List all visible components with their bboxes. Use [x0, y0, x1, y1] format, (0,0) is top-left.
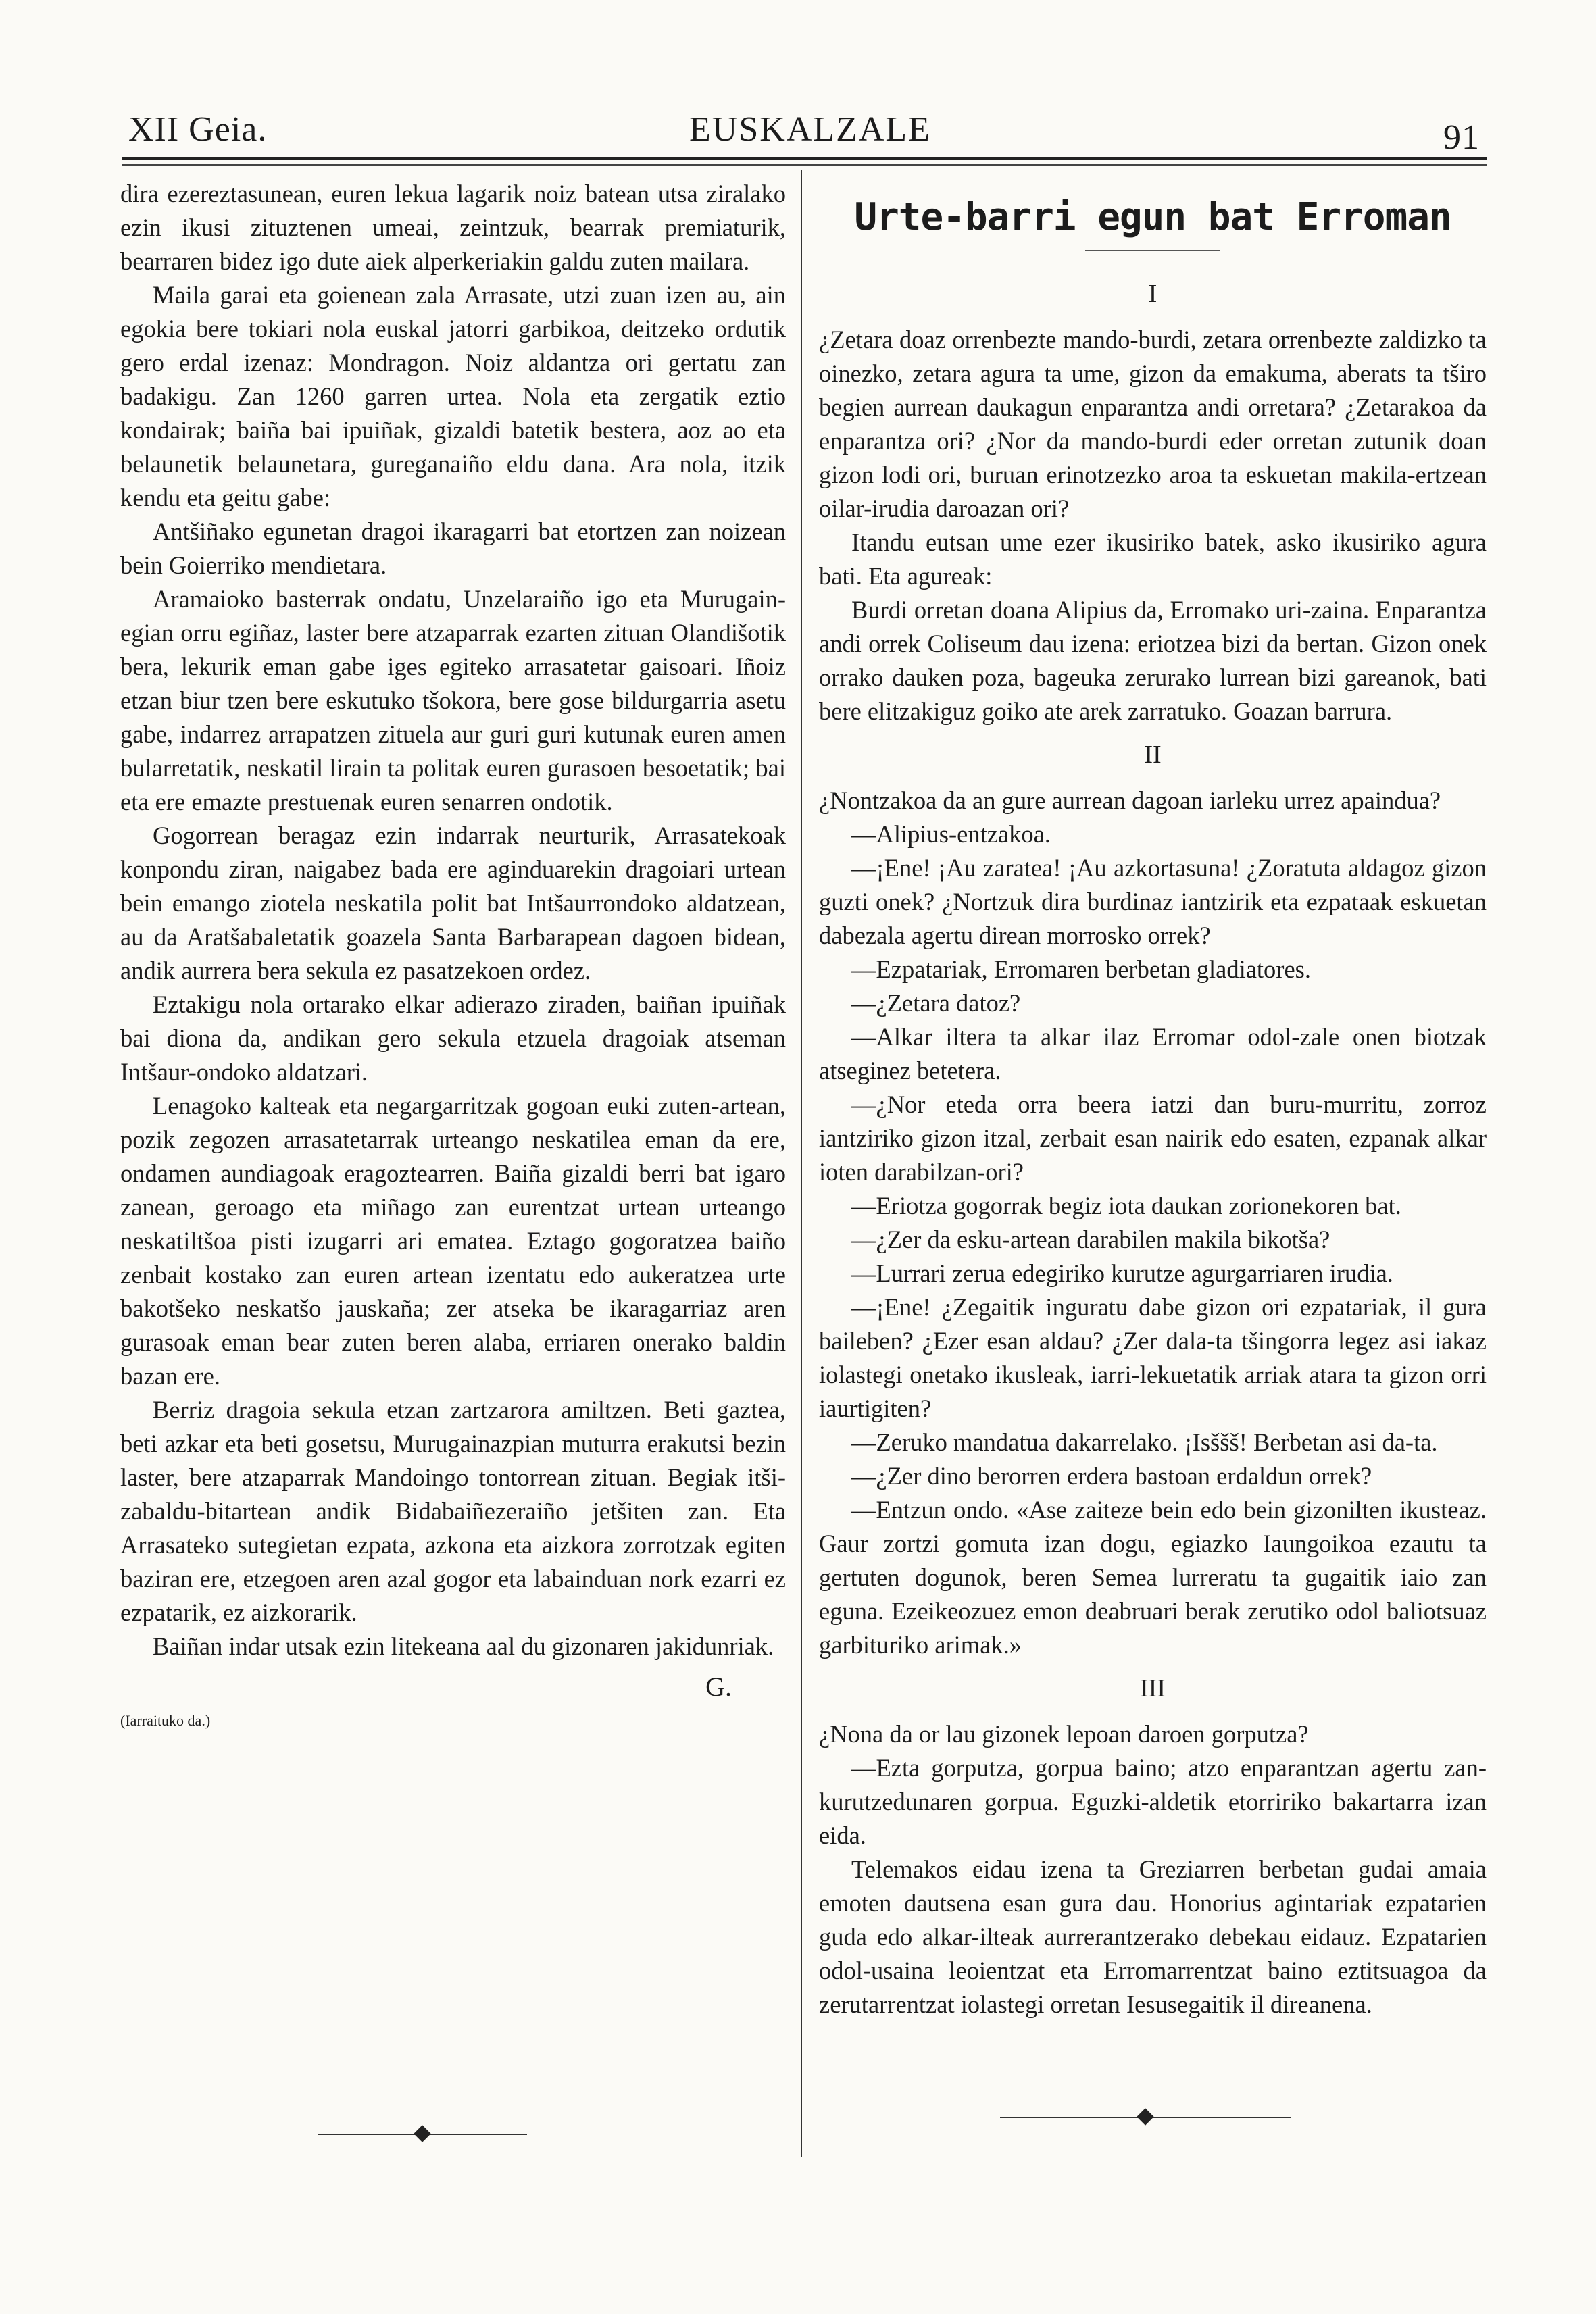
- page-number: 91: [1443, 118, 1480, 157]
- article-title: Urte-barri egun bat Erroman: [854, 195, 1451, 239]
- author-signature: G.: [705, 1671, 732, 1702]
- left-paragraph: Berriz dragoia sekula etzan zartzarora amiltzen. Beti gaztea, beti azkar eta beti gosetsu, Murugainazpian muturra erakutsi bezin laster, bere atzaparrak Mandoingo tontorrean zituan. Begiak itši-zabaldu-bitartean andik Bidabaiñezeraiño jetšiten zan. Eta Arrasateko sutegietan ezpata, azkona eta aizkora zorrotzak egiten baziran ere, etzegoen aren azal gogor eta labainduan nork ezarri ez ezpatarik, ez aizkorarik.: [120, 1396, 786, 1626]
- right-paragraph: —Alkar iltera ta alkar ilaz Erromar odol-zale onen biotzak atseginez betetera.: [819, 1023, 1487, 1084]
- right-paragraph: —¿Zer da esku-artean darabilen makila bikotša?: [851, 1226, 1330, 1253]
- right-paragraph: ¿Nona da or lau gizonek lepoan daroen gorputza?: [819, 1720, 1309, 1748]
- header-rule-thin: [122, 164, 1487, 166]
- end-ornament-right: [1000, 2098, 1291, 2138]
- right-paragraph: —¿Zer dino berorren erdera bastoan erdaldun orrek?: [851, 1462, 1372, 1490]
- right-paragraph: Itandu eutsan ume ezer ikusiriko batek, asko ikusiriko agura bati. Eta agureak:: [819, 528, 1487, 590]
- right-paragraph: —¿Nor eteda orra beera iatzi dan buru-murritu, zorroz iantziriko gizon itzal, zerbait esan nairik edo esaten, ezpanak alkar ioten darabilzan-ori?: [819, 1090, 1487, 1186]
- left-paragraph: Gogorrean beragaz ezin indarrak neurturik, Arrasatekoak konpondu ziran, naigabez bada ere aginduarekin dragoiari urtean bein emango ziotela neskatila polit bat Intšaurrondoko aldatzean, au da Aratšabaletatik goazela Santa Barbarapean dagoen bidean, andik aurrera bera sekula ez pasatzekoen ordez.: [120, 822, 786, 984]
- left-paragraph: Baiñan indar utsak ezin litekeana aal du gizonaren jakidunriak.: [153, 1632, 774, 1660]
- right-paragraph: Telemakos eidau izena ta Greziarren berbetan gudai amaia emoten dautsena esan gura dau. Honorius agintariak ezpatarien guda edo alkar-ilteak aurrerantzerako debekau eidauz. Ezpatarien odol-usaina leoientzat eta Erromarrentzat baino eztitsuagoa da zerutarrentzat iolastegi orretan Iesusegaitik il direanena.: [819, 1855, 1487, 2018]
- left-paragraph: Aramaioko basterrak ondatu, Unzelaraiño igo eta Murugain-egian orru egiñaz, laster bere atzaparrak ezarten zituan Olandišotik bera, lekurik eman gabe iges egiteko arrasatetar gaisoari. Iñoiz etzan biur tzen bere eskutuko tšokora, bere gose bildurgarria asetu gabe, indarrez arrapatzen zituela aur guri guri kutunak euren amen bularretatik, neskatil lirain ta politak euren gurasoen besoetatik; bai eta ere emaztе prestuenak euren senarren ondotik.: [120, 585, 786, 815]
- left-paragraph: dira ezereztasunean, euren lekua lagarik noiz batean utsa ziralako ezin ikusi zituztenen umeai, zeintzuk, bearrak premiaturik, bearraren bidez igo dute aiek alperkeriakin galdu zuten mailara.: [120, 180, 786, 275]
- continued-note: (Iarraituko da.): [120, 1712, 211, 1729]
- right-paragraph: ¿Nontzakoa da an gure aurrean dagoan iarleku urrez apaindua?: [819, 786, 1441, 814]
- left-paragraph: Antšiñako egunetan dragoi ikaragarri bat etortzen zan noizean bein Goierriko mendietara.: [120, 518, 786, 579]
- right-paragraph: —Eriotza gogorrak begiz iota daukan zorionekoren bat.: [851, 1192, 1401, 1219]
- left-paragraph: Maila garai eta goienean zala Arrasate, utzi zuan izen au, ain egokia bere tokiari nola euskal jatorri garbikoa, deitzeko ordutik gero erdal izenaz: Mondragon. Noiz aldantza ori gertatu zan badakigu. Zan 1260 garren urtea. Nola eta zergatik eztio kondairak; baiña bai ipuiñak, gizaldi batetik bestera, aoz ao eta belaunetik belaunetara, gureganaiño eldu dana. Ara nola, itzik kendu eta geitu gabe:: [120, 281, 786, 511]
- right-paragraph: —Zeruko mandatua dakarrelako. ¡Isššš! Berbetan asi da-ta.: [851, 1428, 1438, 1456]
- signature-row: [120, 1663, 786, 1704]
- right-column: [819, 177, 1487, 2021]
- left-column: [120, 177, 786, 1738]
- left-paragraph: Eztakigu nola ortarako elkar adierazo ziraden, baiñan ipuiñak bai diona da, andikan gero sekula etzuela dragoiak atseman Intšaur-ondoko aldatzari.: [120, 990, 786, 1086]
- column-divider: [801, 170, 802, 2157]
- right-paragraph: —¿Zetara datoz?: [851, 989, 1021, 1017]
- section-numeral: I: [1148, 280, 1157, 308]
- end-ornament-left: [318, 2115, 527, 2155]
- right-paragraph: —Ezpatariak, Erromaren berbetan gladiatores.: [851, 955, 1311, 983]
- volume-label: XII Geia.: [128, 110, 268, 149]
- section-numeral: III: [1140, 1674, 1166, 1703]
- right-paragraph: —¡Ene! ¡Au zaratea! ¡Au azkortasuna! ¿Zoratuta aldagoz gizon guzti onek? ¿Nortzuk dira burdinaz iantzirik eta ezpataak eskuetan dabezala agertu direan morrosko orrek?: [819, 854, 1487, 949]
- publication-title: EUSKALZALE: [689, 110, 931, 149]
- section-numeral: II: [1144, 740, 1162, 769]
- left-paragraph: Lenagoko kalteak eta negargarritzak gogoan euki zuten-artean, pozik zegozen arrasatetarrak urteango neskatilea eman da ere, ondamen aundiagoak eragoztearren. Baiña gizaldi berri bat igaro zanean, geroago eta miñago zan eurentzat urtean urteango neskatiltšoa pisti izugarri ari ematea. Eztago gogoratzea baiño zenbait kostako zan euren artean izentatu edo aukeratzea urte bakotšeko neskatšo jauskaña; zer atseka be ikaragarriaz aren gurasoak eman bear zuten beren alaba, erriaren onerako baldin bazan ere.: [120, 1092, 786, 1390]
- header-rule: [122, 157, 1487, 160]
- title-rule: [1085, 250, 1220, 251]
- right-paragraph: ¿Zetara doaz orrenbezte mando-burdi, zetara orrenbezte zaldizko ta oinezko, zetara agura ta ume, gizon da emakuma, aberats ta tširo begien aurrean daukagun enparantza andi orretara? ¿Zetarakoa da enparantza ori? ¿Nor da mando-burdi eder orretan zutunik doan gizon lodi ori, buruan erinotzezko aroa ta eskuetan makila-ertzean oilar-irudia daroazan ori?: [819, 326, 1487, 522]
- running-header: [122, 95, 1487, 155]
- right-paragraph: —¡Ene! ¿Zegaitik inguratu dabe gizon ori ezpatariak, il gura baileben? ¿Ezer esan aldau? ¿Zer dala-ta tšingorra legez asi iakaz iolastegi onetako ikusleak, iarri-lekuetatik arriak atara ta gizon orri iaurtigiten?: [819, 1293, 1487, 1422]
- right-paragraph: Burdi orretan doana Alipius da, Erromako uri-zaina. Enparantza andi orrek Coliseum dau izena: eriotzea bizi da bertan. Gizon onek orrako dauken poza, bageuka zerurako lurrean bizi gareanok, bati bere elitzakiguz goiko ate arek zarratuko. Goazan barrura.: [819, 596, 1487, 725]
- right-paragraph: —Lurrari zerua edegiriko kurutze agurgarriaren irudia.: [851, 1259, 1393, 1287]
- right-paragraph: —Ezta gorputza, gorpua baino; atzo enparantzan agertu zan-kurutzedunaren gorpua. Eguzki-aldetik etorririko bakartarra izan eida.: [819, 1754, 1487, 1849]
- right-paragraph: —Entzun ondo. «Ase zaiteze bein edo bein gizonilten ikusteaz. Gaur zortzi gomuta izan dogu, egiazko Iaungoikoa ezautu ta gertuten dogunok, beren Semea lurreratu ta gugaitik iaio zan eguna. Ezeikeozuez emon deabruari berak zerutiko odol baliotsuaz garbituriko arimak.»: [819, 1496, 1487, 1659]
- right-paragraph: —Alipius-entzakoa.: [851, 820, 1051, 848]
